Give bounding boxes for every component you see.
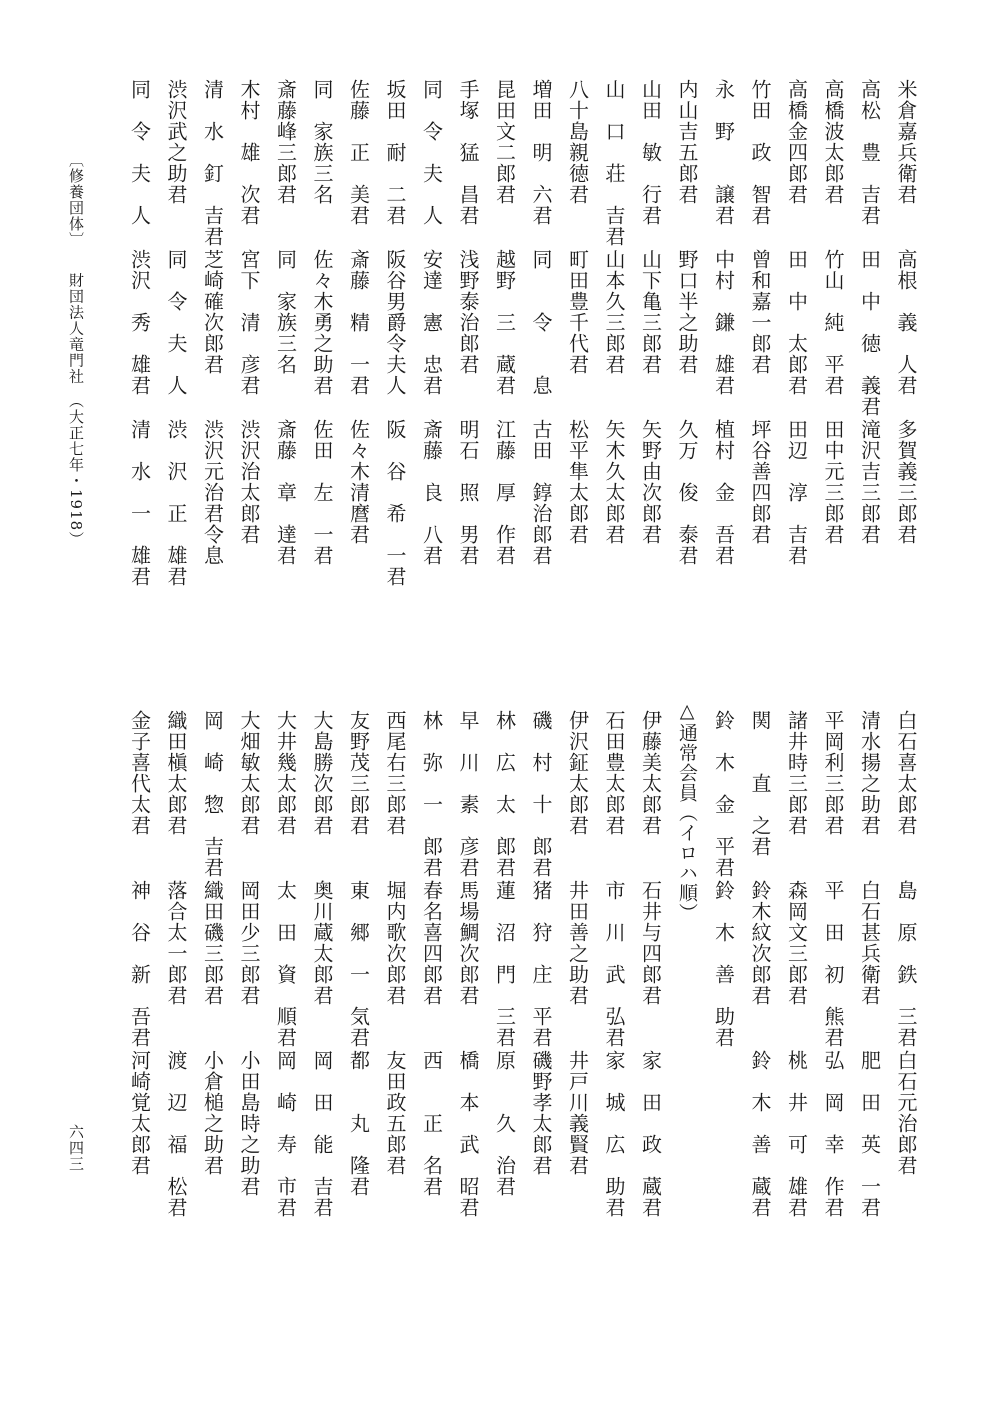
upper-col-4-name-1: 高橋金四郎君	[784, 79, 809, 205]
upper-col-6-name-2: 中村 鎌 雄君	[711, 249, 736, 396]
upper-col-8-name-2: 山下亀三郎君	[638, 249, 663, 375]
upper-col-10-name-3: 松平隼太郎君	[565, 419, 590, 545]
lower-col-14-name-3: 西 正 名君	[419, 1050, 444, 1197]
lower-col-15-name-2: 堀内歌次郎君	[383, 880, 407, 1006]
upper-col-17-name-3: 佐田 左 一君	[310, 419, 334, 566]
upper-col-22-name-1: 同 令 夫 人	[127, 79, 152, 226]
upper-col-3-name-3: 田中元三郎君	[821, 419, 845, 545]
lower-col-12-name-3: 原 久 治君	[492, 1050, 517, 1197]
upper-col-8-name-1: 山田 敏 行君	[638, 79, 663, 226]
upper-col-7-name-1: 内山吉五郎君	[675, 79, 699, 205]
upper-col-16-name-2: 斎藤 精 一君	[346, 249, 371, 396]
lower-col-2-name-1: 清水揚之助君	[857, 710, 882, 836]
upper-col-20-name-1: 清 水 釘 吉君	[200, 79, 225, 247]
upper-col-6-name-1: 永 野 譲君	[711, 79, 736, 226]
lower-col-5-name-3: 鈴 木 善 蔵君	[748, 1050, 772, 1218]
lower-col-8-name-3: 家 田 政 蔵君	[638, 1050, 663, 1218]
upper-col-18-name-2: 同 家族三名	[273, 249, 298, 375]
lower-col-20-name-3: 小倉槌之助君	[200, 1050, 225, 1176]
lower-col-18-name-1: 大井幾太郎君	[273, 710, 298, 836]
lower-col-13-name-3: 橋 本 武 昭君	[456, 1050, 480, 1218]
lower-col-6-name-2: 鈴 木 善 助君	[711, 880, 736, 1048]
upper-col-9-name-3: 矢木久太郎君	[602, 419, 626, 545]
upper-col-18-name-3: 斎藤 章 達君	[273, 419, 298, 566]
upper-col-8-name-3: 矢野由次郎君	[638, 419, 663, 545]
lower-col-19-name-1: 大畑敏太郎君	[237, 710, 261, 836]
upper-col-11-name-2: 同 令 息	[529, 249, 553, 396]
org-name: 財団法人竜門社	[67, 272, 85, 385]
upper-col-12-name-2: 越野 三 蔵君	[492, 249, 517, 396]
lower-col-17-name-3: 岡 田 能 吉君	[310, 1050, 334, 1218]
lower-col-16-name-3: 都 丸 隆君	[346, 1050, 371, 1197]
upper-col-16-name-3: 佐々木清麿君	[346, 419, 371, 545]
upper-col-14-name-3: 斎藤 良 八君	[419, 419, 444, 566]
page-number: 六四三	[67, 1124, 85, 1172]
upper-col-4-name-3: 田辺 淳 吉君	[784, 419, 809, 566]
upper-col-10-name-1: 八十島親徳君	[565, 79, 590, 205]
upper-col-5-name-1: 竹田 政 智君	[748, 79, 772, 226]
upper-col-1-name-3: 多賀義三郎君	[894, 419, 918, 545]
upper-col-7-name-2: 野口半之助君	[675, 249, 699, 375]
upper-col-2-name-3: 滝沢吉三郎君	[857, 419, 882, 545]
lower-col-9-name-1: 石田豊太郎君	[602, 710, 626, 836]
lower-col-9-name-3: 家 城 広 助君	[602, 1050, 626, 1218]
lower-col-1-name-3: 白石元治郎君	[894, 1050, 918, 1176]
upper-col-19-name-3: 渋沢治太郎君	[237, 419, 261, 545]
upper-col-1-name-2: 高根 義 人君	[894, 249, 918, 396]
upper-col-6-name-3: 植村 金 吾君	[711, 419, 736, 566]
upper-col-14-name-2: 安達 憲 忠君	[419, 249, 444, 396]
lower-col-1-name-2: 島 原 鉄 三君	[894, 880, 918, 1048]
upper-col-16-name-1: 佐藤 正 美君	[346, 79, 371, 226]
lower-col-21-name-1: 織田槇太郎君	[164, 710, 188, 836]
upper-col-15-name-1: 坂田 耐 二君	[383, 79, 407, 226]
lower-col-9-name-2: 市 川 武 弘君	[602, 880, 626, 1048]
lower-col-22-name-1: 金子喜代太君	[127, 710, 152, 836]
upper-col-9-name-1: 山 口 荘 吉君	[602, 79, 626, 247]
lower-col-11-name-2: 猪 狩 庄 平君	[529, 880, 553, 1048]
lower-col-14-name-1: 林 弥 一 郎君	[419, 710, 444, 878]
section-heading: △通常会員（イロハ順）	[676, 700, 698, 923]
lower-col-15-name-3: 友田政五郎君	[383, 1050, 407, 1176]
footer-spacer	[67, 385, 85, 401]
lower-col-11-name-1: 磯 村 十 郎君	[529, 710, 553, 878]
lower-col-10-name-2: 井田善之助君	[565, 880, 590, 1006]
footer-line	[66, 152, 86, 547]
lower-col-20-name-2: 織田磯三郎君	[200, 880, 225, 1006]
upper-col-2-name-2: 田 中 徳 義君	[857, 249, 882, 417]
lower-col-5-name-2: 鈴木紋次郎君	[748, 880, 772, 1006]
upper-col-5-name-2: 曾和嘉一郎君	[748, 249, 772, 375]
upper-col-12-name-1: 昆田文二郎君	[492, 79, 517, 205]
upper-col-20-name-3: 渋沢元治君令息	[200, 419, 225, 566]
lower-col-21-name-2: 落合太一郎君	[164, 880, 188, 1006]
upper-col-21-name-1: 渋沢武之助君	[164, 79, 188, 205]
upper-col-11-name-3: 古田 錞治郎君	[529, 419, 553, 566]
upper-col-3-name-2: 竹山 純 平君	[821, 249, 845, 396]
lower-col-6-name-1: 鈴 木 金 平君	[711, 710, 736, 878]
lower-col-1-name-1: 白石喜太郎君	[894, 710, 918, 836]
upper-col-10-name-2: 町田豊千代君	[565, 249, 590, 375]
lower-col-18-name-3: 岡 崎 寿 市君	[273, 1050, 298, 1218]
lower-col-13-name-1: 早 川 素 彦君	[456, 710, 480, 878]
era-prefix: （大正七年・	[67, 400, 85, 489]
upper-col-12-name-3: 江藤 厚 作君	[492, 419, 517, 566]
lower-col-8-name-1: 伊藤美太郎君	[638, 710, 663, 836]
upper-col-22-name-3: 清 水 一 雄君	[127, 419, 152, 587]
upper-col-19-name-2: 宮下 清 彦君	[237, 249, 261, 396]
lower-col-4-name-1: 諸井時三郎君	[784, 710, 809, 836]
lower-col-3-name-3: 弘 岡 幸 作君	[821, 1050, 845, 1218]
lower-col-19-name-3: 小田島時之助君	[237, 1050, 261, 1197]
upper-col-15-name-3: 阪 谷 希 一君	[383, 419, 407, 587]
upper-col-7-name-3: 久万 俊 泰君	[675, 419, 699, 566]
lower-col-2-name-3: 肥 田 英 一君	[857, 1050, 882, 1218]
upper-col-9-name-2: 山本久三郎君	[602, 249, 626, 375]
lower-col-20-name-1: 岡 崎 惣 吉君	[200, 710, 225, 878]
lower-col-12-name-1: 林 広 太 郎君	[492, 710, 517, 878]
lower-col-17-name-2: 奥川蔵太郎君	[310, 880, 334, 1006]
lower-col-4-name-2: 森岡文三郎君	[784, 880, 809, 1006]
lower-col-10-name-3: 井戸川義賢君	[565, 1050, 590, 1176]
upper-col-18-name-1: 斎藤峰三郎君	[273, 79, 298, 205]
lower-col-21-name-3: 渡 辺 福 松君	[164, 1050, 188, 1218]
year: 1918	[67, 489, 85, 532]
lower-col-11-name-3: 磯野孝太郎君	[529, 1050, 553, 1176]
upper-col-4-name-2: 田 中 太郎君	[784, 249, 809, 396]
lower-col-16-name-1: 友野茂三郎君	[346, 710, 371, 836]
lower-col-18-name-2: 太 田 資 順君	[273, 880, 298, 1048]
upper-col-14-name-1: 同 令 夫 人	[419, 79, 444, 226]
upper-col-20-name-2: 芝崎確次郎君	[200, 249, 225, 375]
upper-col-13-name-1: 手塚 猛 昌君	[456, 79, 480, 226]
lower-col-15-name-1: 西尾右三郎君	[383, 710, 407, 836]
org-type: 〔修養団体〕	[67, 152, 85, 241]
lower-col-10-name-1: 伊沢鉦太郎君	[565, 710, 590, 836]
lower-col-16-name-2: 東 郷 一 気君	[346, 880, 371, 1048]
upper-col-19-name-1: 木村 雄 次君	[237, 79, 261, 226]
upper-col-17-name-2: 佐々木勇之助君	[310, 249, 334, 396]
upper-col-21-name-2: 同 令 夫 人	[164, 249, 188, 396]
lower-col-22-name-2: 神 谷 新 吾君	[127, 880, 152, 1048]
upper-col-13-name-2: 浅野泰治郎君	[456, 249, 480, 375]
lower-col-8-name-2: 石井与四郎君	[638, 880, 663, 1006]
lower-col-5-name-1: 関 直 之君	[748, 710, 772, 857]
upper-col-11-name-1: 増田 明 六君	[529, 79, 553, 226]
era-suffix: ）	[67, 531, 85, 548]
upper-col-3-name-1: 高橋波太郎君	[821, 79, 845, 205]
upper-col-15-name-2: 阪谷男爵令夫人	[383, 249, 407, 396]
upper-col-17-name-1: 同 家族三名	[310, 79, 334, 205]
upper-col-5-name-3: 坪谷善四郎君	[748, 419, 772, 545]
lower-col-14-name-2: 春名喜四郎君	[419, 880, 444, 1006]
lower-col-17-name-1: 大島勝次郎君	[310, 710, 334, 836]
lower-col-12-name-2: 蓮 沼 門 三君	[492, 880, 517, 1048]
lower-col-2-name-2: 白石甚兵衛君	[857, 880, 882, 1006]
upper-col-2-name-1: 高松 豊 吉君	[857, 79, 882, 226]
upper-col-22-name-2: 渋沢 秀 雄君	[127, 249, 152, 396]
lower-col-4-name-3: 桃 井 可 雄君	[784, 1050, 809, 1218]
lower-col-19-name-2: 岡田少三郎君	[237, 880, 261, 1006]
footer-spacer	[67, 241, 85, 273]
lower-col-3-name-1: 平岡利三郎君	[821, 710, 845, 836]
lower-col-3-name-2: 平 田 初 熊君	[821, 880, 845, 1048]
upper-col-1-name-1: 米倉嘉兵衛君	[894, 79, 918, 205]
lower-col-13-name-2: 馬場鯛次郎君	[456, 880, 480, 1006]
upper-col-21-name-3: 渋 沢 正 雄君	[164, 419, 188, 587]
upper-col-13-name-3: 明石 照 男君	[456, 419, 480, 566]
lower-col-22-name-3: 河崎覚太郎君	[127, 1050, 152, 1176]
